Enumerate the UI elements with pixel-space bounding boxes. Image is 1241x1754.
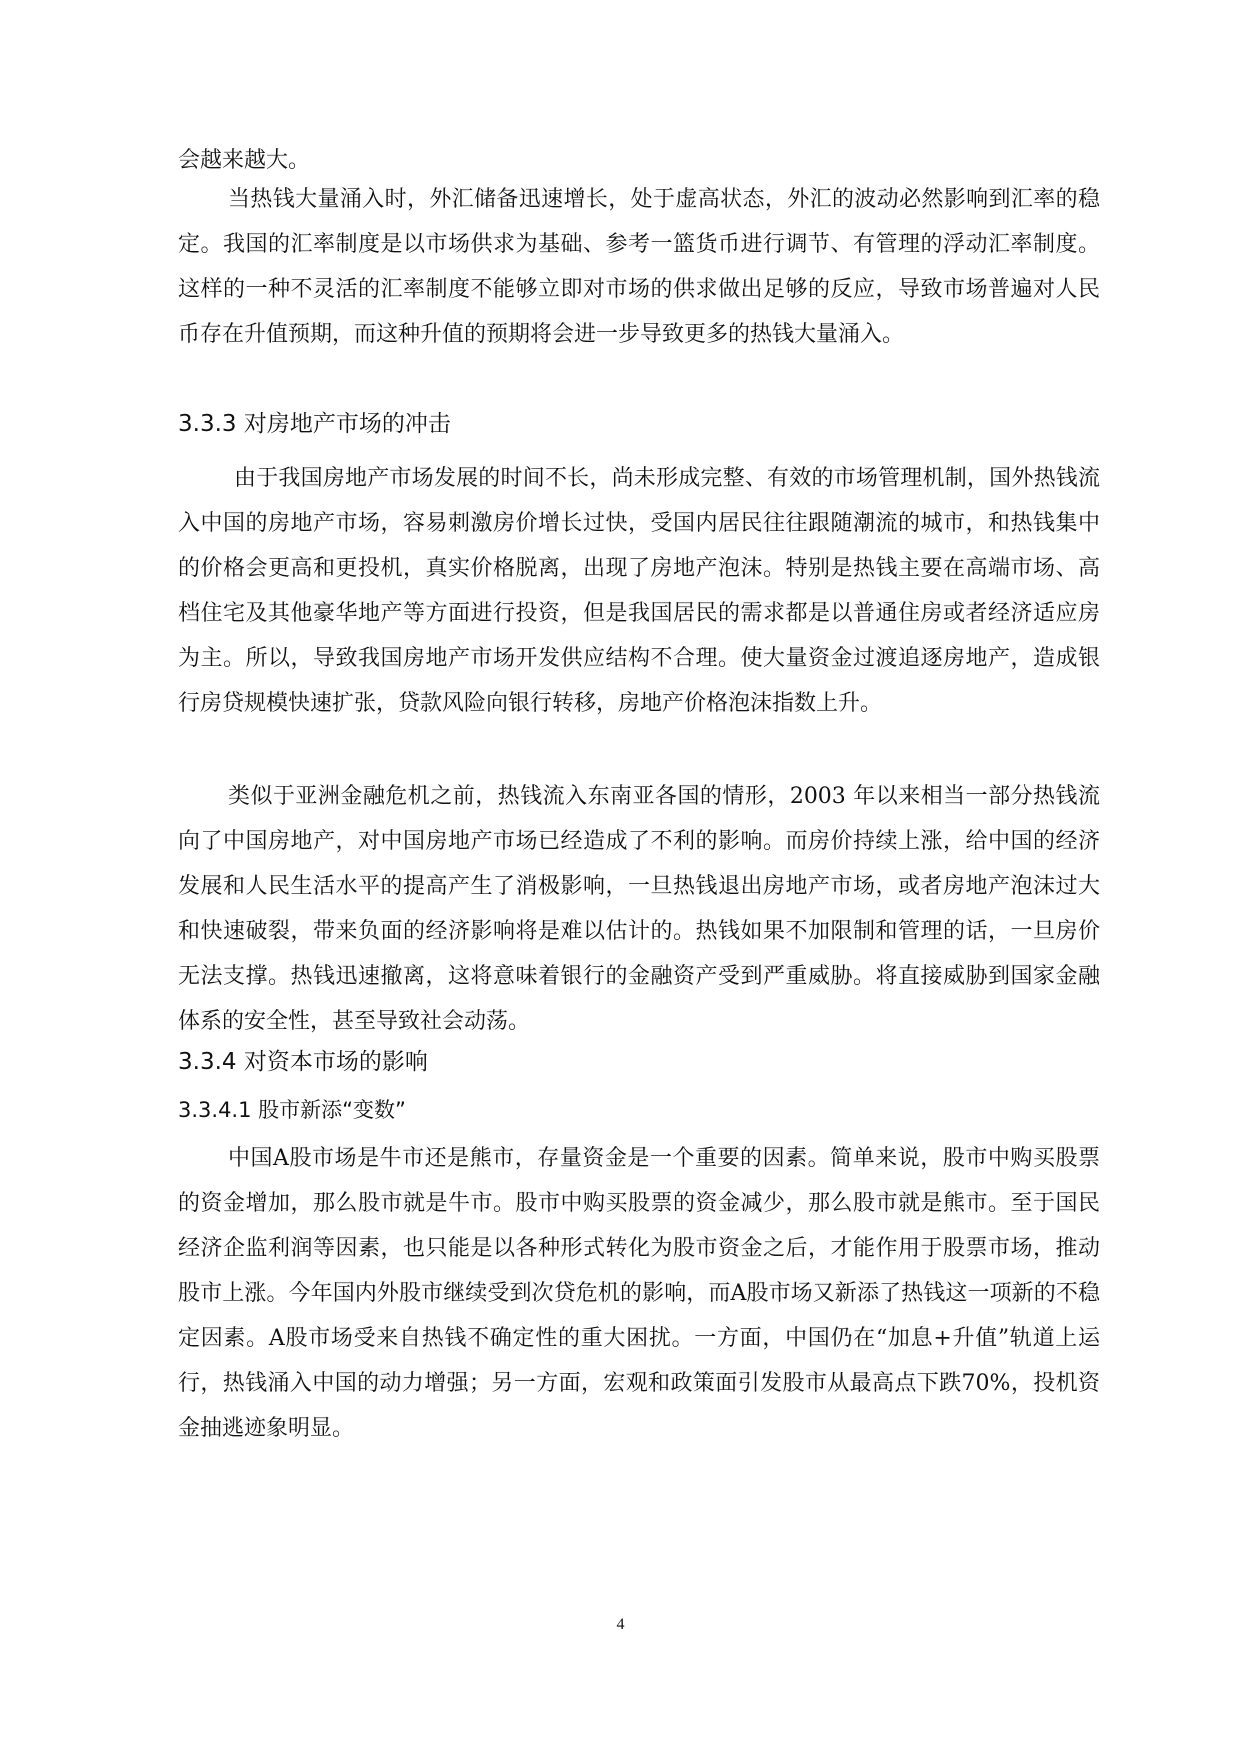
page-number: 4 <box>616 1616 625 1633</box>
section-heading-3-3-4: 3.3.4 对资本市场的影响 <box>178 1049 428 1075</box>
section-heading-3-3-4-1: 3.3.4.1 股市新添“变数” <box>178 1098 406 1122</box>
paragraph-stock-market: 中国A股市场是牛市还是熊市，存量资金是一个重要的因素。简单来说，股市中购买股票的资金增加，那么股市就是牛市。股市中购买股票的资金减少，那么股市就是熊市。至于国民经济企监利润等因素，也只能是以各种形式转化为股市资金之后，才能作用于股票市场，推动股市上涨。今年国内外股市继续受到次贷危机的影响，而A股市场又新添了热钱这一项新的不稳定因素。A股市场受来自热钱不确定性的重大困扰。一方面，中国仍在“加息+升值”轨道上运行，热钱涌入中国的动力增强；另一方面，宏观和政策面引发股市从最高点下跌70%，投机资金抽逃迹象明显。 <box>178 1146 1100 1441</box>
paragraph-exchange-rate: 当热钱大量涌入时，外汇储备迅速增长，处于虚高状态，外汇的波动必然影响到汇率的稳定。我国的汇率制度是以市场供求为基础、参考一篮货币进行调节、有管理的浮动汇率制度。这样的一种不灵活的汇率制度不能够立即对市场的供求做出足够的反应，导致市场普遍对人民币存在升值预期，而这种升值的预期将会进一步导致更多的热钱大量涌入。 <box>178 187 1100 347</box>
paragraph-continuation: 会越来越大。 <box>178 148 311 173</box>
section-heading-3-3-3: 3.3.3 对房地产市场的冲击 <box>178 411 451 437</box>
paragraph-asian-crisis-comparison: 类似于亚洲金融危机之前，热钱流入东南亚各国的情形，2003 年以来相当一部分热钱流向了中国房地产，对中国房地产市场已经造成了不利的影响。而房价持续上涨，给中国的经济发展和人民生活水平的提高产生了消极影响，一旦热钱退出房地产市场，或者房地产泡沫过大和快速破裂，带来负面的经济影响将是难以估计的。热钱如果不加限制和管理的话，一旦房价无法支撑。热钱迅速撤离，这将意味着银行的金融资产受到严重威胁。将直接威胁到国家金融体系的安全性，甚至导致社会动荡。 <box>178 784 1100 1034</box>
paragraph-real-estate-impact: 由于我国房地产市场发展的时间不长，尚未形成完整、有效的市场管理机制，国外热钱流入中国的房地产市场，容易刺激房价增长过快，受国内居民往往跟随潮流的城市，和热钱集中的价格会更高和更投机，真实价格脱离，出现了房地产泡沫。特别是热钱主要在高端市场、高档住宅及其他豪华地产等方面进行投资，但是我国居民的需求都是以普通住房或者经济适应房为主。所以，导致我国房地产市场开发供应结构不合理。使大量资金过渡追逐房地产，造成银行房贷规模快速扩张，贷款风险向银行转移，房地产价格泡沫指数上升。 <box>178 466 1100 716</box>
